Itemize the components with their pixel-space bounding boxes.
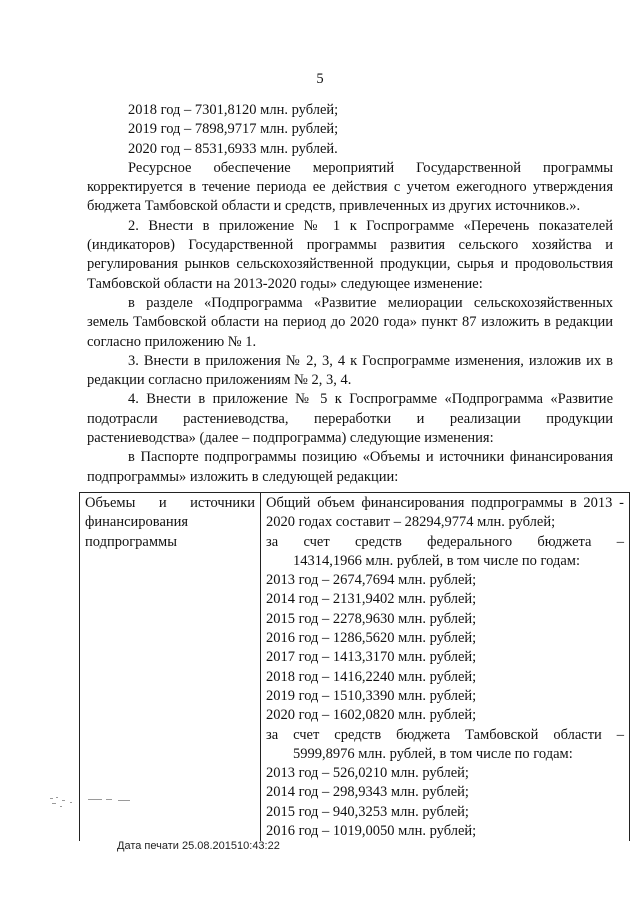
print-date-footer: Дата печати 25.08.201510:43:22 bbox=[117, 840, 280, 852]
intro-line: 2018 год – 7301,8120 млн. рублей; bbox=[128, 102, 339, 118]
federal-year-line: 2016 год – 1286,5620 млн. рублей; bbox=[266, 630, 477, 647]
regional-intro: за счет средств бюджета Тамбовской области – bbox=[266, 726, 624, 743]
intro-line: 2019 год – 7898,9717 млн. рублей; bbox=[128, 121, 339, 138]
federal-year-line: 2017 год – 1413,3170 млн. рублей; bbox=[266, 649, 477, 666]
total-financing: Общий объем финансирования подпрограммы в 2013 - 2020 годах составит – 28294,9774 млн. рублей; bbox=[266, 495, 624, 531]
federal-intro: за счет средств федерального бюджета – bbox=[266, 533, 624, 550]
page-number: 5 bbox=[316, 71, 324, 87]
federal-year-line: 2014 год – 2131,9402 млн. рублей; bbox=[266, 591, 477, 608]
regional-year-line: 2015 год – 940,3253 млн. рублей; bbox=[266, 803, 469, 820]
paragraph-item-4: 4. Внести в приложение № 5 к Госпрограмме «Подпрограмма «Развитие подотрасли растениеводства, переработки и реализации продукции растениеводства» (далее – подпрограмма) следующие изменения: bbox=[87, 391, 613, 447]
table-label-cell bbox=[80, 493, 261, 842]
table-label-line: подпрограммы bbox=[85, 533, 177, 550]
federal-year-line: 2019 год – 1510,3390 млн. рублей; bbox=[266, 687, 477, 704]
table-row bbox=[80, 493, 630, 842]
paragraph-resource: Ресурсное обеспечение мероприятий Государственной программы корректируется в течение периода ее действия с учетом ежегодного утверждения бюджета Тамбовской области и средств, привлеченных из других источников.». bbox=[87, 159, 613, 215]
financing-table bbox=[79, 492, 630, 841]
intro-line: 2020 год – 8531,6933 млн. рублей. bbox=[128, 140, 338, 157]
regional-total: 5999,8976 млн. рублей, в том числе по годам: bbox=[293, 745, 573, 762]
paragraph-item-2-section: в разделе «Подпрограмма «Развитие мелиорации сельскохозяйственных земель Тамбовской области на период до 2020 года» пункт 87 изложить в редакции согласно приложению № 1. bbox=[87, 294, 613, 350]
paragraph-item-3: 3. Внести в приложения № 2, 3, 4 к Госпрограмме изменения, изложив их в редакции согласно приложениям № 2, 3, 4. bbox=[87, 352, 613, 389]
federal-year-line: 2015 год – 2278,9630 млн. рублей; bbox=[266, 610, 477, 627]
federal-year-line: 2013 год – 2674,7694 млн. рублей; bbox=[266, 572, 477, 589]
regional-year-line: 2016 год – 1019,0050 млн. рублей; bbox=[266, 823, 477, 840]
table-value-cell bbox=[261, 493, 630, 842]
regional-year-line: 2013 год – 526,0210 млн. рублей; bbox=[266, 765, 469, 782]
table-label-line: Объемы и источники bbox=[85, 495, 255, 511]
federal-year-line: 2020 год – 1602,0820 млн. рублей; bbox=[266, 707, 477, 724]
paragraph-item-2: 2. Внести в приложение № 1 к Госпрограмме «Перечень показателей (индикаторов) Государственной программы развития сельского хозяйства и регулирования рынков сельскохозяйственной продукции, сырья и продовольствия Тамбовской области на 2013-2020 годы» следующее изменение: bbox=[87, 217, 613, 292]
document-body bbox=[87, 101, 613, 487]
federal-year-line: 2018 год – 1416,2240 млн. рублей; bbox=[266, 668, 477, 685]
regional-year-line: 2014 год – 298,9343 млн. рублей; bbox=[266, 784, 469, 801]
table-label-line: финансирования bbox=[85, 514, 189, 531]
scan-artifact-marks bbox=[48, 795, 138, 809]
federal-total: 14314,1966 млн. рублей, в том числе по годам: bbox=[293, 552, 580, 569]
paragraph-item-4-passport: в Паспорте подпрограммы позицию «Объемы и источники финансирования подпрограммы» изложить в следующей редакции: bbox=[87, 449, 613, 485]
